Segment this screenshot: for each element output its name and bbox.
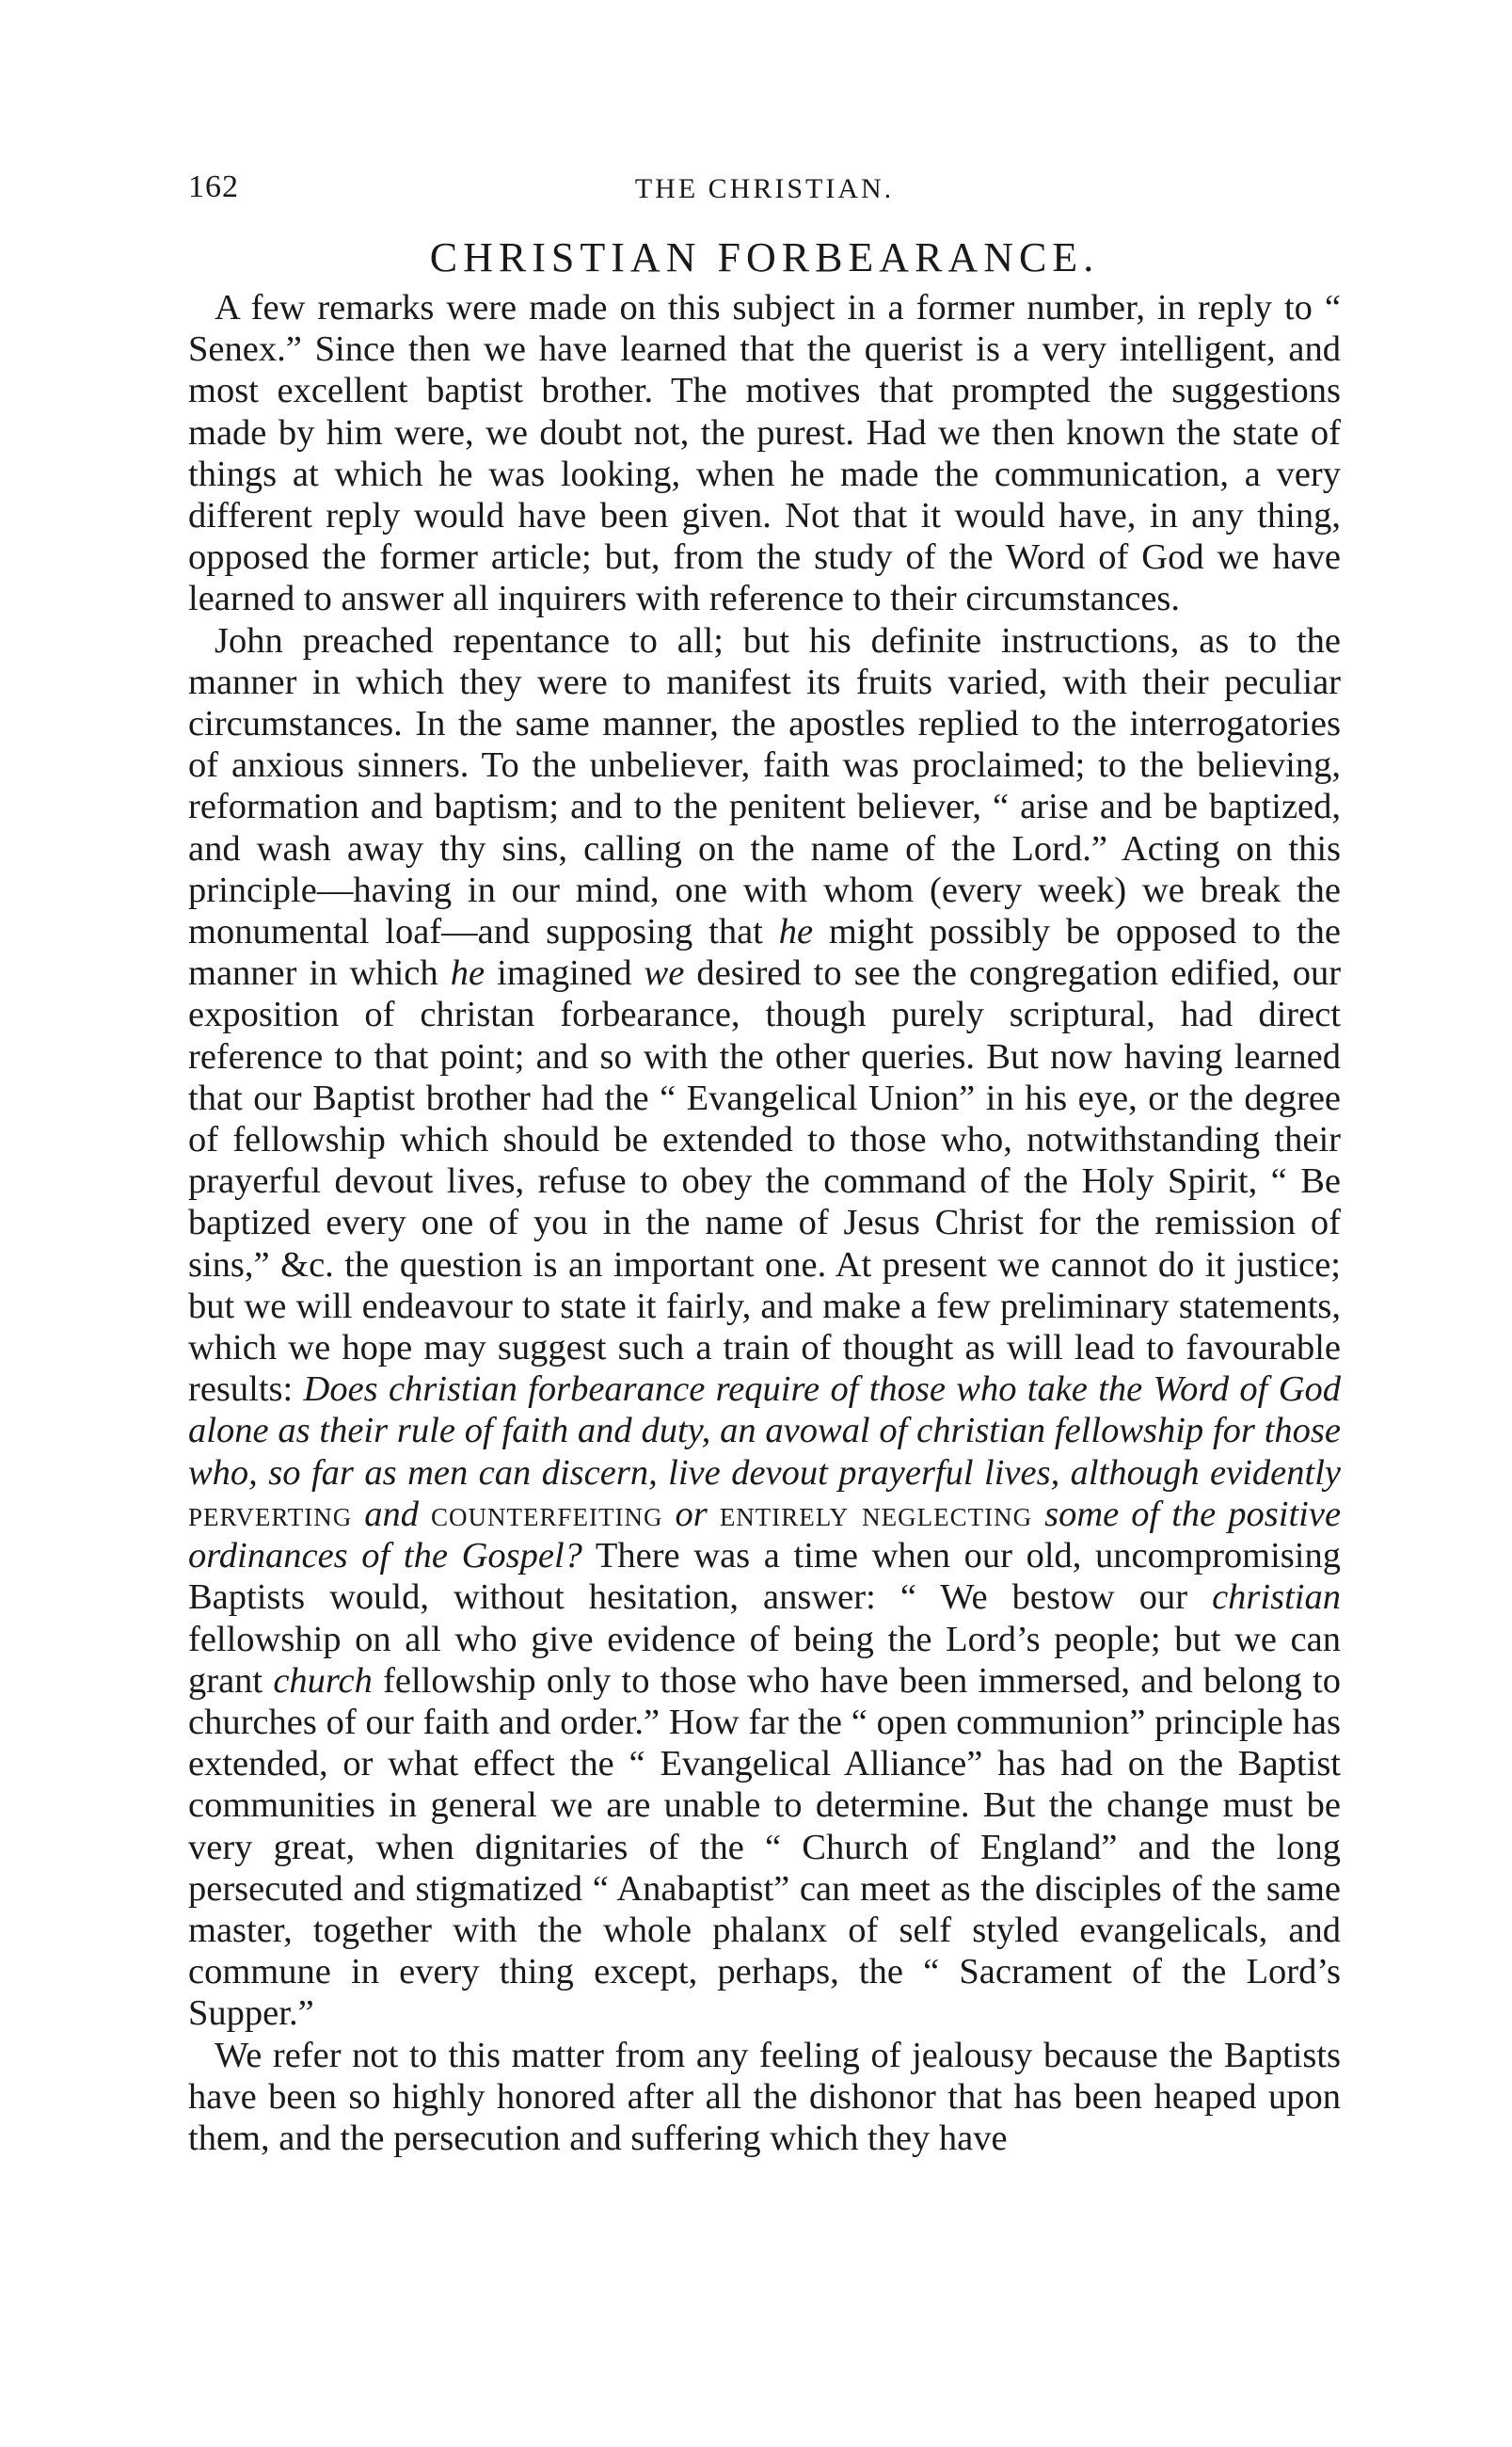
italic-christian: christian: [1212, 1577, 1341, 1618]
article-title: CHRISTIAN FORBEARANCE.: [429, 234, 1100, 280]
running-head: [188, 169, 1341, 216]
small-caps-counterfeiting: counterfeiting: [431, 1494, 663, 1534]
italic-he: he: [450, 953, 485, 994]
paragraph-3: We refer not to this matter from any feeling of jealousy because the Baptists have been so highly honored after all the dishonor that has been heaped upon them, and the persecution and suffering which they have: [188, 2035, 1341, 2158]
paragraph-1: A few remarks were made on this subject in a former number, in reply to “ Senex.” Since then we have learned that the querist is a very intelligent, and most excellent baptist brother. The motives that prompted the suggestions made by him were, we doubt not, the purest. Had we then known the state of things at which he was looking, when he made the communication, a very different reply would have been given. Not that it would have, in any thing, opposed the former article; but, from the study of the Word of God we have learned to answer all inquirers with reference to their circumstances.: [188, 288, 1341, 619]
journal-title: THE CHRISTIAN.: [634, 173, 895, 204]
document-page: [188, 169, 1341, 2159]
small-caps-perverting: perverting: [188, 1494, 353, 1534]
italic-and: and: [364, 1494, 419, 1534]
italic-he: he: [778, 912, 814, 952]
page-number: 162: [188, 169, 239, 204]
paragraph-2-text: imagined: [497, 953, 632, 994]
paragraph-2: [188, 620, 1341, 2035]
paragraph-2-text: might possibly be opposed to the manner in which: [188, 912, 1342, 994]
italic-we: we: [644, 953, 685, 994]
paragraph-2-text: There was a time when our old, uncompromising Baptists would, without hesitation, answer: “ We bestow our: [188, 1536, 1341, 1618]
small-caps-entirely-neglecting: entirely neglecting: [719, 1494, 1033, 1534]
italic-or: or: [675, 1494, 708, 1534]
paragraph-2-text: John preached repentance to all; but his definite instructions, as to the manner in which they were to manifest its fruits varied, with their peculiar circumstances. In the same manner, the apostles replied to the interrogatories of anxious sinners. To the unbeliever, faith was proclaimed; to the believing, reformation and baptism; and to the penitent believer, “ arise and be baptized, and wash away thy sins, calling on the name of the Lord.” Acting on this principle—having in our mind, one with whom (every week) we break the monumental loaf—and supposing that: [188, 620, 1341, 952]
paragraph-2-text: desired to see the congregation edified, our exposition of christan forbearance, though purely scriptural, had direct reference to that point; and so with the other queries. But now having learned that our Baptist brother had the “ Evangelical Union” in his eye, or the degree of fellowship which should be extended to those who, notwithstanding their prayerful devout lives, refuse to obey the command of the Holy Spirit, “ Be baptized every one of you in the name of Jesus Christ for the remission of sins,” &c. the question is an important one. At present we cannot do it justice; but we will endeavour to state it fairly, and make a few preliminary statements, which we hope may suggest such a train of thought as will lead to favourable results:: [188, 953, 1342, 1410]
article-body: [188, 287, 1341, 2159]
paragraph-2-text: fellowship on all who give evidence of being the Lord’s people; but we can grant: [188, 1619, 1341, 1701]
italic-question-end: some of the positive ordinances of the Gospel?: [188, 1494, 1342, 1576]
paragraph-2-text: fellowship only to those who have been immersed, and belong to churches of our faith and order.” How far the “ open communion” principle has extended, or what effect the “ Evangelical Alliance” has had on the Baptist communities in general we are unable to determine. But the change must be very great, when dignitaries of the “ Church of England” and the long persecuted and stigmatized “ Anabaptist” can meet as the disciples of the same master, together with the whole phalanx of self styled evangelicals, and commune in every thing except, perhaps, the “ Sacrament of the Lord’s Supper.”: [188, 1660, 1341, 2034]
italic-question: Does christian forbearance require of those who take the Word of God alone as their rule of faith and duty, an avowal of christian fellowship for those who, so far as men can discern, live devout prayerful lives, although evidently: [188, 1369, 1341, 1493]
italic-church: church: [273, 1660, 373, 1701]
